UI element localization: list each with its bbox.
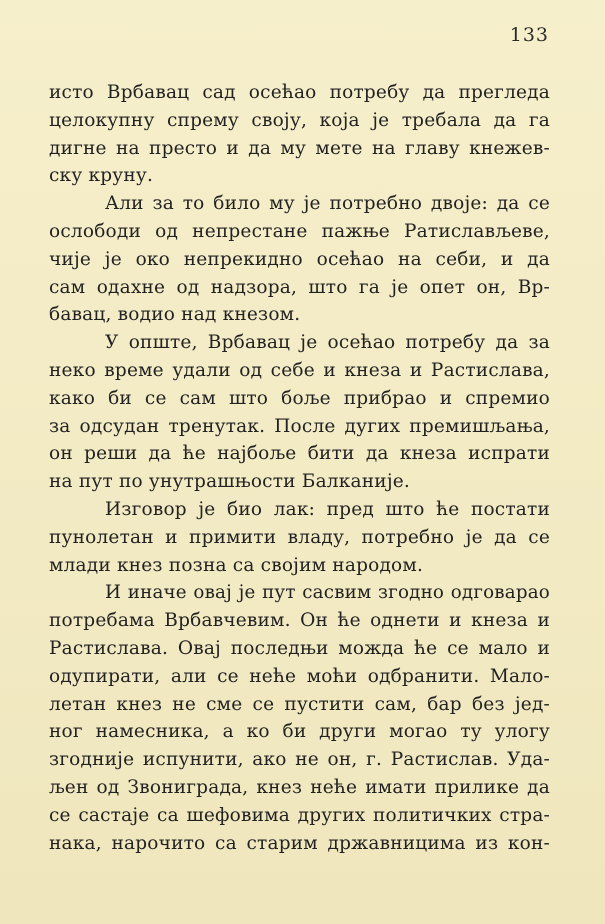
body-text [49, 79, 550, 857]
text-line: чије је око непрекидно осећао на себи, и да [49, 248, 550, 270]
text-line: У опште, Врбавац је осећао потребу да за [105, 332, 550, 354]
text-line: сам одахне од надзора, што га је опет он, Вр- [49, 276, 550, 298]
text-line: згодније испунити, ако не он, г. Растислав. Уда- [49, 749, 550, 771]
text-line: млади кнез позна са својим народом. [49, 554, 424, 576]
text-line: љен од Звониграда, кнез неће имати прилике да [49, 776, 550, 798]
text-line: Изговор је био лак: пред што ће постати [105, 498, 550, 520]
text-line: целокупну спрему своју, која је требала да га [49, 109, 550, 131]
page-number: 133 [509, 24, 549, 46]
text-line: нака, нарочито са старим државницима из кон- [49, 832, 550, 854]
text-line: Али за то било му је потребно двоје: да се [105, 193, 550, 215]
text-line: летан кнез не сме се пустити сам, бар без јед- [49, 693, 550, 715]
text-line: ног намесника, а ко би други могао ту улогу [49, 721, 550, 743]
text-line: за одсудан тренутак. После дугих премишљања, [49, 415, 550, 437]
text-line: бавац, водио над кнезом. [49, 304, 301, 326]
text-line: на пут по унутрашњости Балканије. [49, 471, 410, 493]
text-line: одупирати, али се неће моћи одбранити. Мало- [49, 665, 550, 687]
text-line: пунолетан и примити владу, потребно је да се [49, 526, 550, 548]
text-line: исто Врбавац сад осећао потребу да прегледа [49, 82, 550, 103]
text-line: неко време удали од себе и кнеза и Растислава, [49, 359, 550, 381]
text-line: потребама Врбавчевим. Он ће однети и кнеза и [49, 610, 550, 632]
text-line: ску круну. [49, 165, 154, 187]
text-line: И иначе овај је пут сасвим згодно одговарао [105, 582, 550, 604]
text-line: ослободи од непрестане пажње Ратислављеве, [49, 220, 550, 242]
text-line: Растислава. Овај последњи можда ће се мало и [49, 637, 550, 659]
text-line: он реши да ће најбоље бити да кнеза испрати [49, 443, 550, 465]
text-line: дигне на престо и да му мете на главу кнежев- [49, 137, 550, 159]
text-line: се састаје са шефовима других политичких стра- [49, 804, 550, 826]
text-line: како би се сам што боље прибрао и спремио [49, 387, 550, 409]
